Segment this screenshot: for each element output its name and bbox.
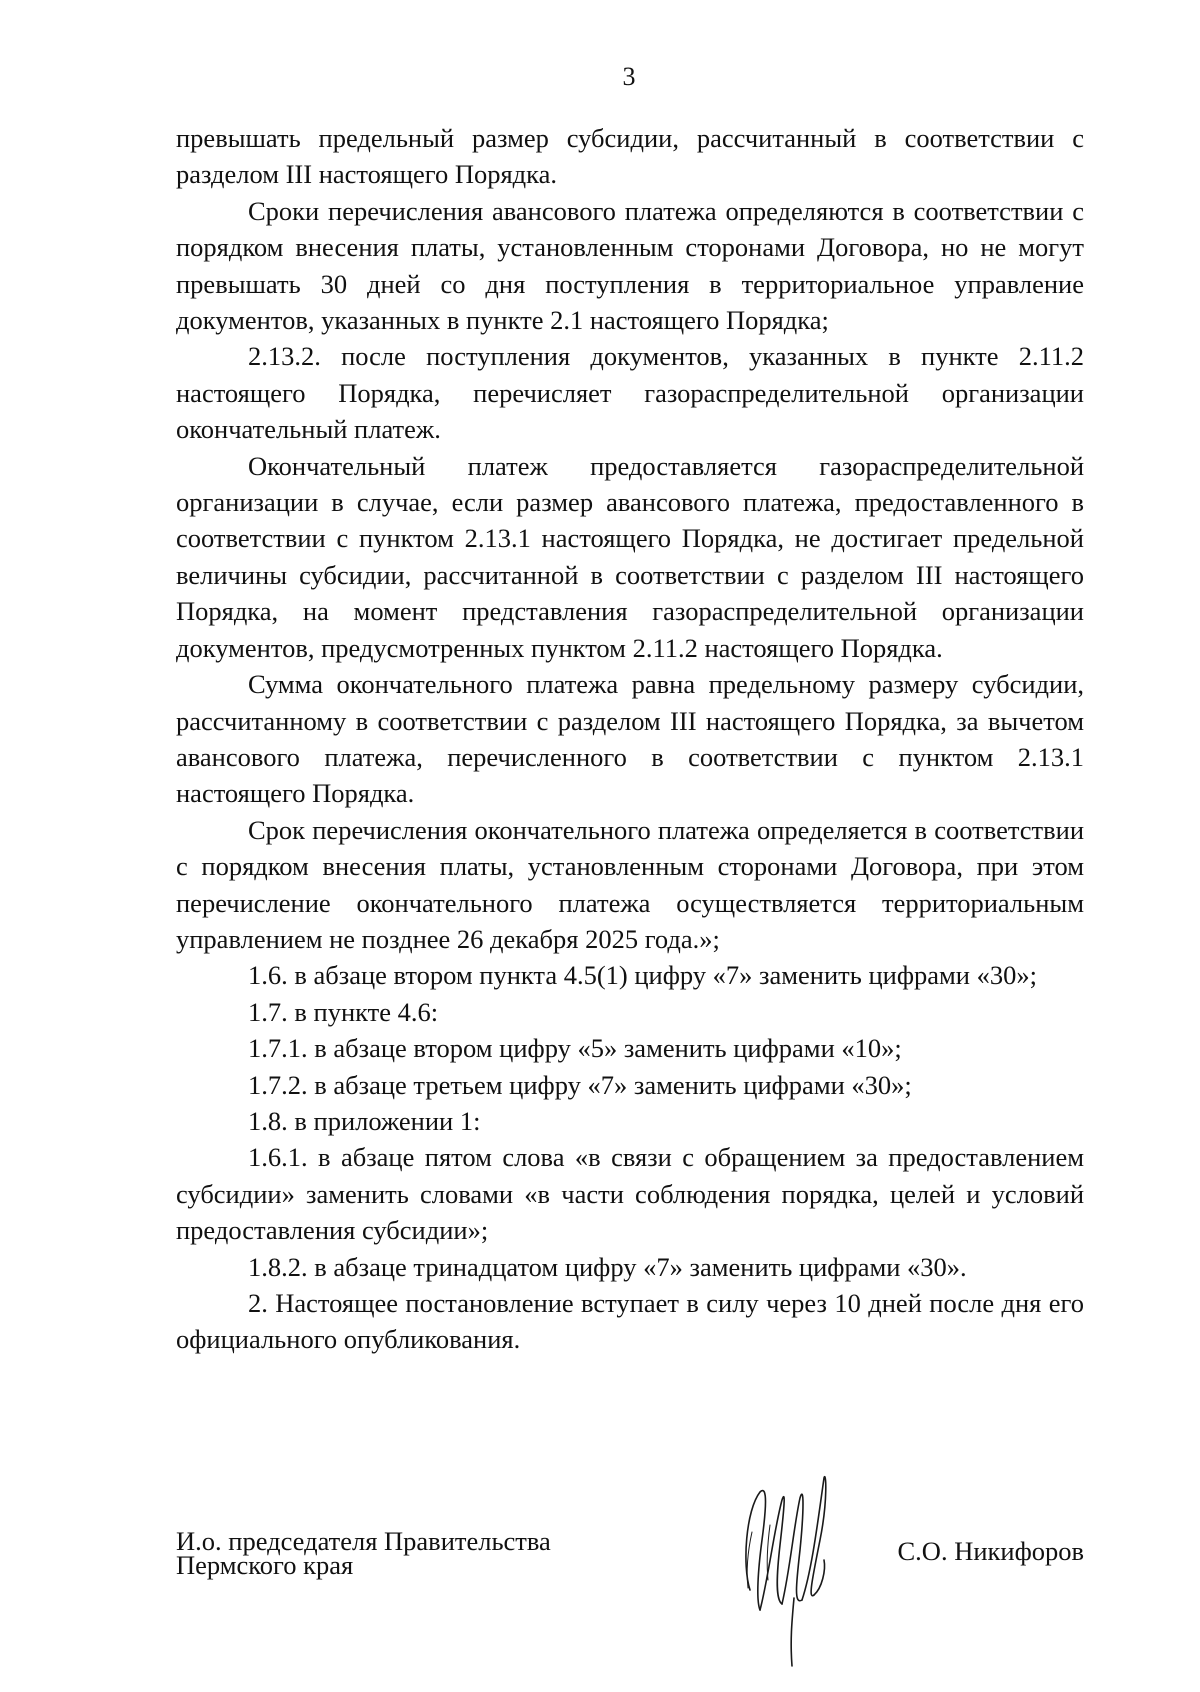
paragraph-1-7: 1.7. в пункте 4.6: (248, 996, 439, 1027)
page-number: 3 (622, 62, 636, 91)
paragraph-2-effective-date: 2. Настоящее постановление вступает в силу через 10 дней после дня его официального опубликования. (176, 1288, 1084, 1355)
paragraph-1-6-1: 1.6.1. в абзаце пятом слова «в связи с обращением за предоставлением субсидии» заменить словами «в части соблюдения порядка, целей и условий предоставления субсидии»; (176, 1142, 1084, 1246)
document-body (176, 120, 1084, 1358)
paragraph-1-7-1: 1.7.1. в абзаце втором цифру «5» заменить цифрами «10»; (248, 1033, 902, 1064)
signatory-position (176, 1526, 551, 1580)
paragraph-1-6: 1.6. в абзаце втором пункта 4.5(1) цифру «7» заменить цифрами «30»; (248, 960, 1037, 991)
paragraph-advance-payment-terms: Сроки перечисления авансового платежа определяются в соответствии с порядком внесения платы, установленным сторонами Договора, но не могут превышать 30 дней со дня поступления в территориальное управление документов, указанных в пункте 2.1 настоящего Порядка; (176, 195, 1084, 336)
paragraph-final-payment-amount: Сумма окончательного платежа равна предельному размеру субсидии, рассчитанному в соответствии с разделом III настоящего Порядка, за вычетом авансового платежа, перечисленного в соответствии с пунктом 2.13.1 настоящего Порядка. (176, 669, 1084, 809)
paragraph-final-payment-terms: Срок перечисления окончательного платежа определяется в соответствии с порядком внесения платы, установленным сторонами Договора, при этом перечисление окончательного платежа осуществляется территориальным управлением не позднее 26 декабря 2025 года.»; (176, 814, 1084, 954)
paragraph-1-8: 1.8. в приложении 1: (248, 1105, 481, 1136)
paragraph-continuation: превышать предельный размер субсидии, рассчитанный в соответствии с разделом III настоящего Порядка. (176, 123, 1084, 190)
paragraph-2-13-2: 2.13.2. после поступления документов, указанных в пункте 2.11.2 настоящего Порядка, перечисляет газораспределительной организации окончательный платеж. (176, 341, 1084, 445)
paragraph-1-7-2: 1.7.2. в абзаце третьем цифру «7» заменить цифрами «30»; (248, 1069, 912, 1100)
signature-block (176, 1527, 1084, 1607)
handwritten-signature-icon (738, 1470, 834, 1670)
signatory-position-line-2: Пермского края (176, 1550, 354, 1580)
signatory-position-line-1: И.о. председателя Правительства (176, 1526, 551, 1556)
paragraph-1-8-2: 1.8.2. в абзаце тринадцатом цифру «7» заменить цифрами «30». (248, 1251, 967, 1282)
paragraph-final-payment-conditions: Окончательный платеж предоставляется газораспределительной организации в случае, если размер авансового платежа, предоставленного в соответствии с пунктом 2.13.1 настоящего Порядка, не достигает предельной величины субсидии, рассчитанной в соответствии с разделом III настоящего Порядка, на момент представления газораспределительной организации документов, предусмотренных пунктом 2.11.2 настоящего Порядка. (176, 450, 1084, 663)
signatory-name: С.О. Никифоров (897, 1536, 1084, 1566)
